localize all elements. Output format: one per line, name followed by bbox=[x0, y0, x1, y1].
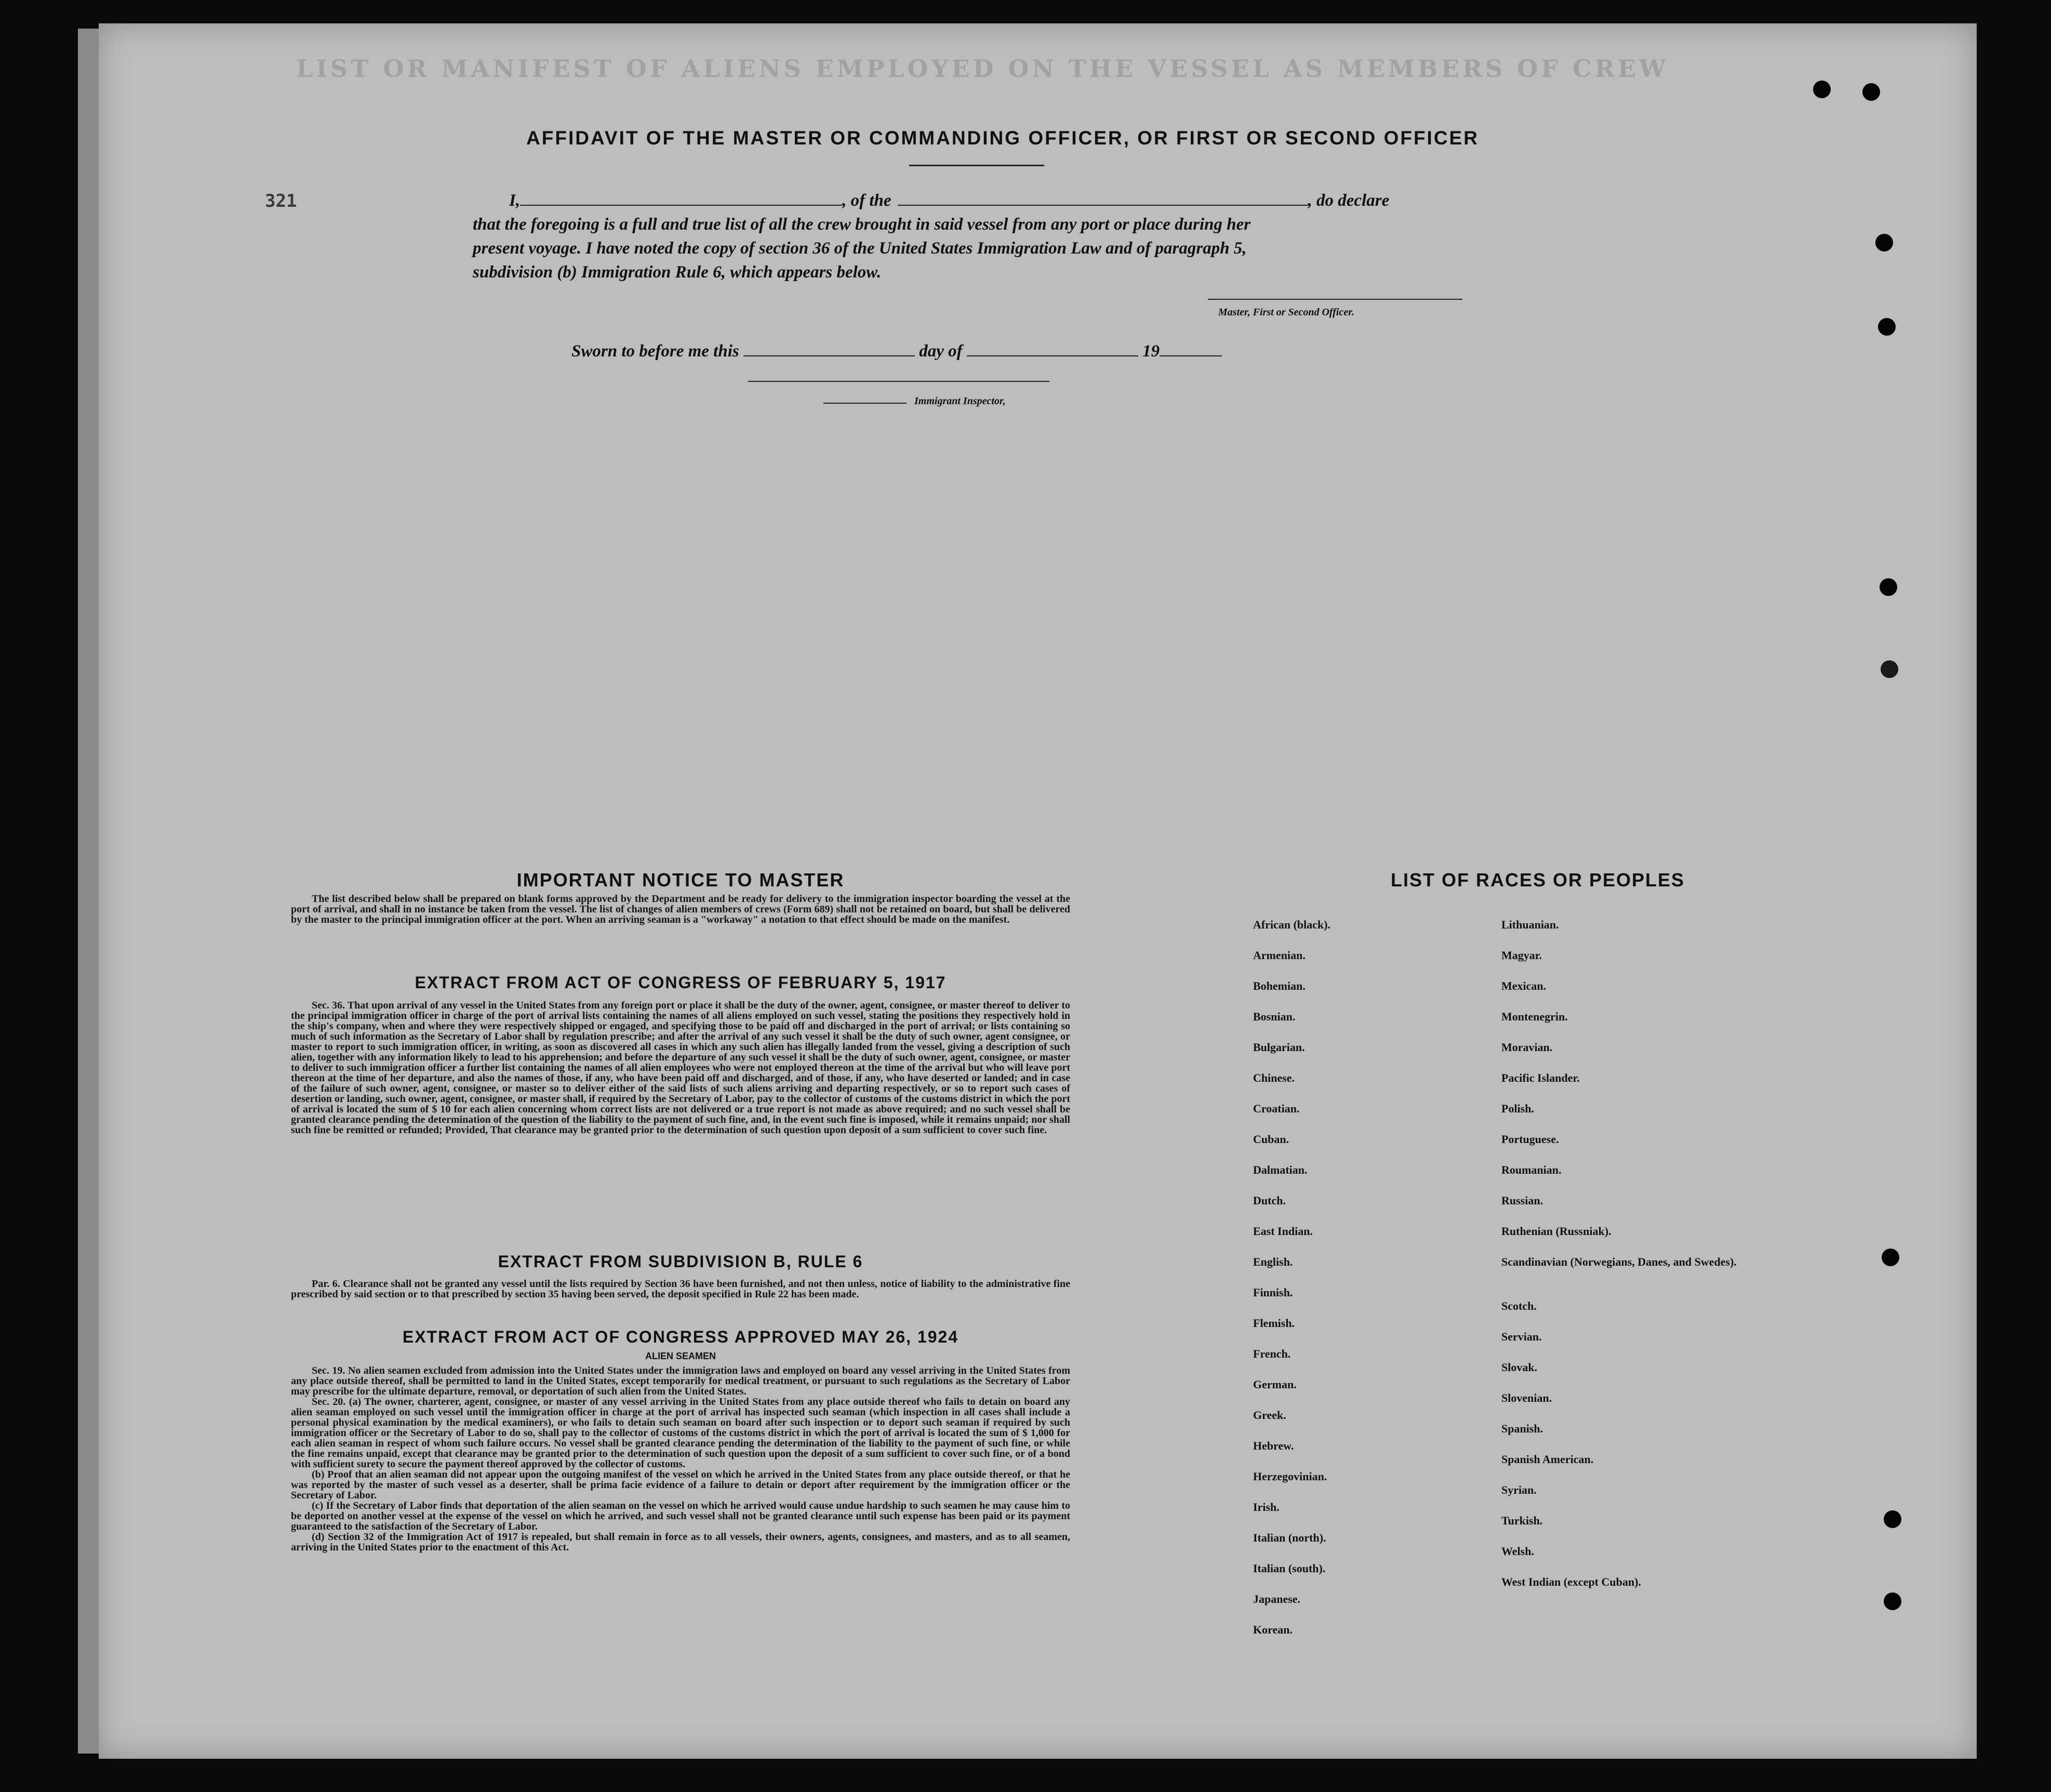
race-item: Turkish. bbox=[1501, 1514, 1543, 1527]
race-item: Spanish American. bbox=[1501, 1453, 1594, 1466]
sworn-month-blank bbox=[967, 343, 1138, 356]
affidavit-i: I, bbox=[509, 191, 521, 210]
race-item: Mexican. bbox=[1501, 979, 1547, 992]
inspector-signature-line bbox=[748, 381, 1049, 382]
sworn-year-blank bbox=[1160, 343, 1222, 356]
race-item: Korean. bbox=[1253, 1623, 1293, 1636]
race-item: Welsh. bbox=[1501, 1545, 1534, 1558]
race-item: Italian (north). bbox=[1253, 1531, 1326, 1544]
race-item: Spanish. bbox=[1501, 1422, 1543, 1435]
extract-1924-subtitle: ALIEN SEAMEN bbox=[645, 1351, 716, 1361]
extract-1924-sec20d: (d) Section 32 of the Immigration Act of 1917 is repealed, but shall remain in force as to all vessels, their owners, agents, consignees, and masters, and as to all seamen, arriving in the United States prior to the enactment of this Act. bbox=[291, 1531, 1070, 1553]
race-item: Moravian. bbox=[1501, 1041, 1553, 1054]
sworn-day-of: day of bbox=[919, 342, 963, 361]
sworn-year: 19 bbox=[1142, 342, 1160, 361]
affidavit-body bbox=[473, 189, 1470, 284]
race-item: Scotch. bbox=[1501, 1299, 1537, 1312]
vessel-blank bbox=[898, 192, 1308, 206]
binder-hole bbox=[1884, 1592, 1901, 1610]
extract-1917-title: EXTRACT FROM ACT OF CONGRESS OF FEBRUARY 5, 1917 bbox=[415, 973, 947, 992]
race-item: German. bbox=[1253, 1378, 1297, 1391]
extract-rule6-title: EXTRACT FROM SUBDIVISION B, RULE 6 bbox=[498, 1252, 863, 1271]
races-title: LIST OF RACES OR PEOPLES bbox=[1390, 869, 1685, 891]
extract-1924-body bbox=[291, 1365, 1070, 1552]
master-signature-line bbox=[1208, 299, 1462, 300]
race-item: Lithuanian. bbox=[1501, 918, 1559, 931]
binder-hole bbox=[1813, 81, 1831, 98]
race-item: Chinese. bbox=[1253, 1071, 1295, 1084]
race-item: Bulgarian. bbox=[1253, 1041, 1305, 1054]
notice-title: IMPORTANT NOTICE TO MASTER bbox=[516, 869, 845, 891]
binder-hole bbox=[1880, 578, 1897, 596]
affidavit-line3: present voyage. I have noted the copy of section 36 of the United States Immigration Law and of paragraph 5, bbox=[473, 239, 1247, 258]
race-item: Servian. bbox=[1501, 1330, 1542, 1343]
affidavit-line2: that the foregoing is a full and true list of all the crew brought in said vessel from any port or place during her bbox=[473, 215, 1251, 234]
affidavit-line4: subdivision (b) Immigration Rule 6, which appears below. bbox=[473, 263, 882, 282]
race-item: Herzegovinian. bbox=[1253, 1470, 1327, 1483]
race-item: English. bbox=[1253, 1255, 1293, 1268]
race-item: Irish. bbox=[1253, 1501, 1280, 1514]
bleed-through-text: LIST OR MANIFEST OF ALIENS EMPLOYED ON THE VESSEL AS MEMBERS OF CREW bbox=[296, 55, 1669, 83]
extract-1917-paragraph: Sec. 36. That upon arrival of any vessel in the United States from any foreign port or place it shall be the duty of the owner, agent, consignee, or master thereof to deliver to the principal immigration officer in charge of the port of arrival lists containing the names of all aliens employed on such vessel, stating the positions they respectively hold in the ship's company, when and where they were respectively shipped or engaged, and specifying those to be paid off and discharged in the port of arrival; or lists containing so much of such information as the Secretary of Labor shall by regulation prescribe; and after the arrival of any such vessel it shall be the duty of such owner, agent consignee, or master to report to such immigration officer, in writing, as soon as discovered all cases in which any such alien has illegally landed from the vessel, giving a description of such alien, together with any information likely to lead to his apprehension; and before the departure of any such vessel it shall be the duty of such owner, agent, consignee, or master to deliver to such immigration officer a further list containing the names of all alien employees who were not employed thereon at the time of the arrival but who will leave port thereon at the time of her departure, and also the names of those, if any, who have been paid off and discharged, and of those, if any, who have deserted or landed; and in case of the failure of such owner, agent, consignee, or master so to deliver either of the said lists of such aliens arriving and departing respectively, or so to report such cases of desertion or landing, such owner, agent, consignee, or master shall, if required by the Secretary of Labor, pay to the collector of customs of the customs district in which the port of arrival is located the sum of $ 10 for each alien concerning whom correct lists are not delivered or a true report is not made as above required; and no such vessel shall be granted clearance pending the determination of the question of the liability to the payment of such fine, and, in the event such fine is imposed, while it remains unpaid; nor shall such fine be remitted or refunded; Provided, That clearance may be granted prior to the determination of such question upon deposit of a sum sufficient to cover such fine. bbox=[291, 1000, 1070, 1136]
extract-1924-sec20a: Sec. 20. (a) The owner, charterer, agent, consignee, or master of any vessel arriving in the United States from any place outside thereof who fails to detain on board any alien seaman employed on such vessel until the immigration officer in charge at the port of arrival has inspected such seaman (which inspection in all cases shall include a personal physical examination by the medical examiners), or who fails to detain such seaman on board after such inspection or to deport such seaman if required by such immigration officer or the Secretary of Labor to do so, shall pay to the collector of customs of the customs district in which the port of arrival is located the sum of $ 1,000 for each alien seaman in respect of whom such failure occurs. No vessel shall be granted clearance pending the determination of the liability to the payment of such fine, or while the fine remains unpaid, except that clearance may be granted prior to the determination of such question upon the deposit of a sum sufficient to cover such fine, or of a bond with sufficient surety to secure the payment thereof approved by the collector of customs. bbox=[291, 1396, 1070, 1470]
margin-number: 321 bbox=[265, 191, 297, 211]
affidavit-of-the: , of the bbox=[842, 191, 891, 210]
master-label: Master, First or Second Officer. bbox=[1218, 307, 1354, 318]
notice-body bbox=[291, 894, 1070, 925]
race-item: Syrian. bbox=[1501, 1483, 1537, 1496]
race-item: Ruthenian (Russniak). bbox=[1501, 1225, 1611, 1238]
race-item: French. bbox=[1253, 1347, 1291, 1360]
race-item: Finnish. bbox=[1253, 1286, 1293, 1299]
race-item: Magyar. bbox=[1501, 949, 1542, 962]
race-item: Armenian. bbox=[1253, 949, 1306, 962]
sworn-line bbox=[571, 339, 1222, 363]
affidavit-line1 bbox=[473, 189, 1470, 213]
race-item: Flemish. bbox=[1253, 1317, 1295, 1330]
inspector-label-rule bbox=[823, 403, 907, 404]
race-item: Pacific Islander. bbox=[1501, 1071, 1580, 1084]
binder-hole bbox=[1878, 318, 1896, 336]
race-item: East Indian. bbox=[1253, 1225, 1313, 1238]
extract-1924-sec20c: (c) If the Secretary of Labor finds that deportation of the alien seaman on the vessel on which he arrived would cause undue hardship to such seamen he may cause him to be deported on another vessel at the expense of the vessel on which he arrived, and such vessel shall not be granted clearance until such expense has been paid or its payment guaranteed to the satisfaction of the Secretary of Labor. bbox=[291, 1500, 1070, 1532]
extract-rule6-paragraph: Par. 6. Clearance shall not be granted any vessel until the lists required by Section 36 have been furnished, and not then unless, notice of liability to the administrative fine prescribed by said section or to that prescribed by section 35 having been served, the deposit specified in Rule 22 has been made. bbox=[291, 1278, 1070, 1300]
binder-hole bbox=[1881, 660, 1898, 678]
race-item: Croatian. bbox=[1253, 1102, 1300, 1115]
extract-1924-title: EXTRACT FROM ACT OF CONGRESS APPROVED MAY 26, 1924 bbox=[402, 1328, 959, 1346]
affidavit-title-rule bbox=[909, 165, 1044, 166]
race-item: Bosnian. bbox=[1253, 1010, 1296, 1023]
race-item: West Indian (except Cuban). bbox=[1501, 1575, 1641, 1588]
affidavit-title: AFFIDAVIT OF THE MASTER OR COMMANDING OFFICER, OR FIRST OR SECOND OFFICER bbox=[526, 127, 1479, 149]
race-item: Slovenian. bbox=[1501, 1391, 1552, 1404]
binder-hole bbox=[1862, 83, 1880, 101]
race-item: Dalmatian. bbox=[1253, 1163, 1308, 1176]
notice-paragraph: The list described below shall be prepared on blank forms approved by the Department and be ready for delivery to the immigration inspector boarding the vessel at the port of arrival, and shall in no instance be taken from the vessel. The list of changes of alien members of crews (Form 689) shall not be retained on board, but shall be delivered by the master to the principal immigration officer at the port. When an arriving seaman is a "workaway" a notation to that effect should be made on the manifest. bbox=[291, 893, 1070, 925]
race-item: Scandinavian (Norwegians, Danes, and Swedes). bbox=[1501, 1255, 1737, 1268]
race-item: Polish. bbox=[1501, 1102, 1534, 1115]
race-item: Japanese. bbox=[1253, 1592, 1301, 1605]
race-item: Dutch. bbox=[1253, 1194, 1286, 1207]
extract-rule6-body bbox=[291, 1279, 1070, 1299]
extract-1917-body bbox=[291, 1000, 1070, 1135]
extract-1924-sec19: Sec. 19. No alien seamen excluded from admission into the United States under the immigration laws and employed on board any vessel arriving in the United States from any place outside thereof, shall be permitted to land in the United States, except temporarily for medical treatment, or pursuant to such regulations as the Secretary of Labor may prescribe for the ultimate departure, removal, or deportation of such alien from the United States. bbox=[291, 1365, 1070, 1397]
name-blank bbox=[520, 192, 842, 206]
race-item: Greek. bbox=[1253, 1409, 1286, 1422]
race-item: Hebrew. bbox=[1253, 1439, 1294, 1452]
race-item: Montenegrin. bbox=[1501, 1010, 1568, 1023]
race-item: Cuban. bbox=[1253, 1133, 1289, 1146]
inspector-label: Immigrant Inspector, bbox=[914, 395, 1006, 407]
race-item: Bohemian. bbox=[1253, 979, 1306, 992]
binder-hole bbox=[1882, 1249, 1899, 1266]
race-item: Roumanian. bbox=[1501, 1163, 1562, 1176]
sworn-day-blank bbox=[743, 343, 915, 356]
race-item: Italian (south). bbox=[1253, 1562, 1326, 1575]
race-item: Slovak. bbox=[1501, 1361, 1538, 1374]
binder-hole bbox=[1884, 1510, 1901, 1528]
race-item: Portuguese. bbox=[1501, 1133, 1559, 1146]
sworn-prefix: Sworn to before me this bbox=[571, 342, 739, 361]
race-item: Russian. bbox=[1501, 1194, 1543, 1207]
affidavit-do-declare: , do declare bbox=[1308, 191, 1390, 210]
binder-hole bbox=[1875, 234, 1893, 251]
manifest-page bbox=[99, 23, 1977, 1759]
extract-1924-sec20b: (b) Proof that an alien seaman did not appear upon the outgoing manifest of the vessel on which he arrived in the United States from any place outside thereof, or that he was reported by the master of such vessel as a deserter, shall be prima facie evidence of a failure to detain or deport after requirement by the immigration officer or the Secretary of Labor. bbox=[291, 1469, 1070, 1501]
races-column-1 bbox=[1253, 918, 1492, 1654]
races-column-2 bbox=[1501, 918, 1792, 1620]
race-item: African (black). bbox=[1253, 918, 1331, 931]
